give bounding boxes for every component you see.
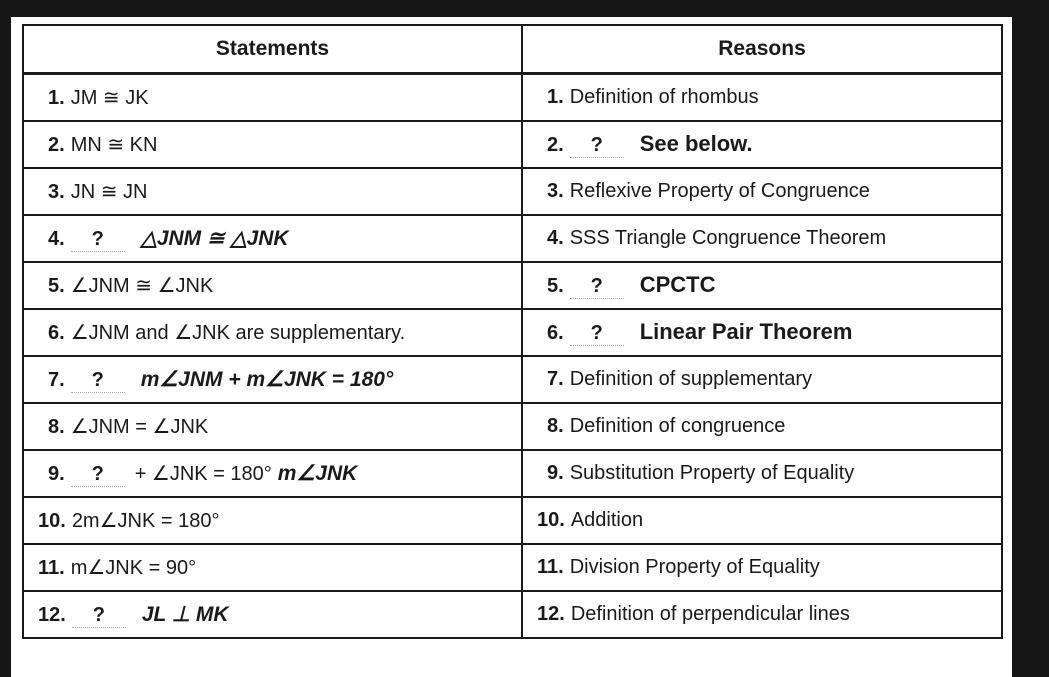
reason-number: 9.: [547, 462, 564, 484]
proof-row: [23, 403, 1002, 450]
reason-cell: [522, 121, 1002, 168]
reason-text: Definition of congruence: [569, 415, 786, 437]
statement-number: 2.: [48, 134, 65, 156]
statement-text: ∠JNM ≅ ∠JNK: [70, 275, 214, 297]
statement-text: + ∠JNK = 180°: [134, 462, 272, 485]
reason-text: Division Property of Equality: [569, 556, 820, 578]
proof-table: [22, 24, 1003, 639]
filled-statement: △JNM ≅ △JNK: [140, 226, 289, 250]
reason-number: 7.: [547, 368, 564, 390]
proof-row: [23, 450, 1002, 497]
statement-cell: [23, 121, 522, 168]
reason-cell: [522, 356, 1002, 403]
reason-cell: [522, 403, 1002, 450]
proof-row: [23, 309, 1002, 356]
statement-cell: [23, 450, 522, 497]
reason-number: 1.: [547, 86, 564, 108]
reason-text: Definition of rhombus: [569, 86, 759, 108]
reason-text: Addition: [570, 509, 644, 531]
statement-number: 8.: [48, 416, 65, 438]
statement-text: m∠JNK = 90°: [70, 557, 197, 579]
reason-number: 5.: [547, 275, 564, 297]
reason-number: 10.: [537, 509, 565, 531]
statement-cell: [23, 544, 522, 591]
statement-cell: [23, 309, 522, 356]
reason-cell: [522, 74, 1002, 122]
reason-text: SSS Triangle Congruence Theorem: [569, 227, 887, 249]
statements-header: Statements: [23, 25, 522, 74]
proof-row: [23, 74, 1002, 122]
proof-row: [23, 168, 1002, 215]
statement-number: 1.: [48, 87, 65, 109]
statement-number: 3.: [48, 181, 65, 203]
reason-cell: [522, 544, 1002, 591]
proof-row: [23, 121, 1002, 168]
reason-cell: [522, 591, 1002, 638]
answer-blank: ?: [570, 322, 624, 346]
reason-number: 11.: [537, 556, 564, 578]
statement-number: 6.: [48, 322, 65, 344]
statement-number: 12.: [38, 603, 66, 626]
reason-cell: [522, 497, 1002, 544]
reason-number: 8.: [547, 415, 564, 437]
statement-number: 11.: [38, 557, 65, 579]
statement-text: ∠JNM = ∠JNK: [70, 416, 209, 438]
reason-cell: [522, 168, 1002, 215]
filled-reason: CPCTC: [639, 272, 716, 297]
reason-number: 4.: [547, 227, 564, 249]
filled-reason: Linear Pair Theorem: [639, 319, 853, 344]
reason-cell: [522, 450, 1002, 497]
statement-cell: [23, 356, 522, 403]
answer-blank: ?: [72, 604, 126, 628]
statement-text: 2m∠JNK = 180°: [71, 510, 220, 532]
statement-cell: [23, 591, 522, 638]
proof-row: [23, 356, 1002, 403]
statement-text: JN ≅ JN: [70, 181, 148, 203]
reason-cell: [522, 262, 1002, 309]
answer-blank: ?: [71, 463, 125, 487]
statement-number: 10.: [38, 510, 66, 532]
filled-statement: m∠JNM + m∠JNK = 180°: [140, 367, 394, 391]
reason-cell: [522, 309, 1002, 356]
reason-cell: [522, 215, 1002, 262]
statement-cell: [23, 74, 522, 122]
worksheet: [11, 17, 1012, 677]
reason-text: Definition of supplementary: [569, 368, 813, 390]
statement-cell: [23, 262, 522, 309]
proof-row: [23, 262, 1002, 309]
answer-blank: ?: [570, 275, 624, 299]
statement-text: JM ≅ JK: [70, 87, 149, 109]
reason-number: 12.: [537, 603, 565, 625]
proof-row: [23, 591, 1002, 638]
statement-number: 4.: [48, 227, 65, 250]
reasons-header: Reasons: [522, 25, 1002, 74]
statement-number: 9.: [48, 462, 65, 485]
filled-statement: m∠JNK: [277, 461, 358, 485]
header-row: [23, 25, 1002, 74]
proof-row: [23, 497, 1002, 544]
statement-text: MN ≅ KN: [70, 134, 158, 156]
statement-number: 7.: [48, 368, 65, 391]
reason-text: Definition of perpendicular lines: [570, 603, 850, 625]
proof-row: [23, 544, 1002, 591]
answer-blank: ?: [71, 228, 125, 252]
reason-number: 6.: [547, 322, 564, 344]
answer-blank: ?: [71, 369, 125, 393]
statement-cell: [23, 497, 522, 544]
answer-blank: ?: [570, 134, 624, 158]
proof-row: [23, 215, 1002, 262]
reason-text: Substitution Property of Equality: [569, 462, 855, 484]
statement-number: 5.: [48, 275, 65, 297]
statement-cell: [23, 403, 522, 450]
reason-text: Reflexive Property of Congruence: [569, 180, 870, 202]
filled-statement: JL ⊥ MK: [141, 602, 229, 626]
reason-number: 2.: [547, 134, 564, 156]
filled-reason: See below.: [639, 131, 753, 156]
reason-number: 3.: [547, 180, 564, 202]
statement-cell: [23, 215, 522, 262]
statement-text: ∠JNM and ∠JNK are supplementary.: [70, 322, 406, 344]
statement-cell: [23, 168, 522, 215]
